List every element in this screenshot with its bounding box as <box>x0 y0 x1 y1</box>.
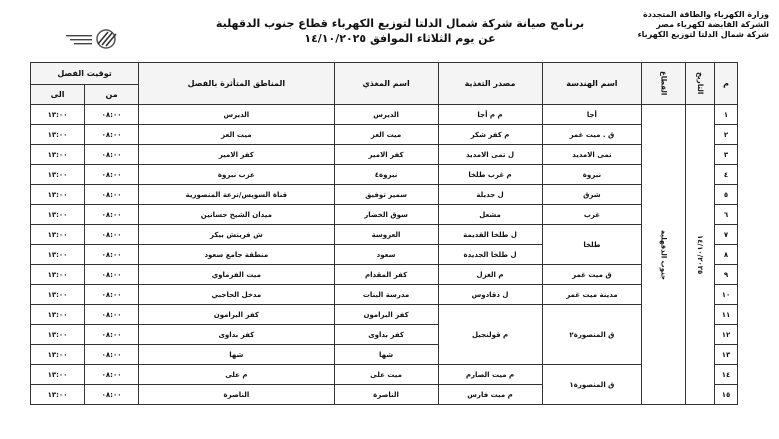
cell-from: ٠٨:٠٠ <box>85 245 139 265</box>
cell-area: ميدان الشيخ حسانين <box>139 205 334 225</box>
cell-from: ٠٨:٠٠ <box>85 265 139 285</box>
table-row <box>31 165 738 185</box>
header-sector: القطاع <box>642 63 686 105</box>
cell-to: ١٣:٠٠ <box>31 225 85 245</box>
cell-feeder: الديرس <box>334 105 438 125</box>
cell-engineering: ق المنصورة٢ <box>542 305 642 365</box>
cell-source: م كفر شكر <box>438 125 542 145</box>
cell-feeder: العروسة <box>334 225 438 245</box>
cell-feeder: كفر البرامون <box>334 305 438 325</box>
cell-area: ميت العز <box>139 125 334 145</box>
cell-area: كفر الامير <box>139 145 334 165</box>
cell-num: ١٣ <box>715 345 738 365</box>
cell-engineering: أجا <box>542 105 642 125</box>
cell-to: ١٣:٠٠ <box>31 185 85 205</box>
org-line: الشركة القابضة لكهرباء مصر <box>656 20 769 29</box>
header-from: من <box>85 85 139 105</box>
cell-to: ١٣:٠٠ <box>31 205 85 225</box>
cell-feeder: ميت العز <box>334 125 438 145</box>
header-feeder: اسم المغذي <box>334 63 438 105</box>
cell-num: ٢ <box>715 125 738 145</box>
cell-area: منطقة جامع سعود <box>139 245 334 265</box>
cell-num: ٧ <box>715 225 738 245</box>
cell-to: ١٣:٠٠ <box>31 305 85 325</box>
cell-feeder: سوق الخضار <box>334 205 438 225</box>
cell-num: ١٠ <box>715 285 738 305</box>
cell-from: ٠٨:٠٠ <box>85 325 139 345</box>
table-row <box>31 105 738 125</box>
cell-from: ٠٨:٠٠ <box>85 165 139 185</box>
cell-from: ٠٨:٠٠ <box>85 185 139 205</box>
cell-to: ١٣:٠٠ <box>31 285 85 305</box>
cell-to: ١٣:٠٠ <box>31 245 85 265</box>
title-line: برنامج صيانة شركة شمال الدلتا لتوزيع الكهرباء قطاع جنوب الدقهلية <box>215 17 585 30</box>
cell-area: الديرس <box>139 105 334 125</box>
cell-engineering: نبروة <box>542 165 642 185</box>
cell-from: ٠٨:٠٠ <box>85 345 139 365</box>
cell-area: كفر بداوى <box>139 325 334 345</box>
table-row <box>31 265 738 285</box>
cell-num: ٣ <box>715 145 738 165</box>
cell-num: ٩ <box>715 265 738 285</box>
cell-source: ل تمى الامديد <box>438 145 542 165</box>
cell-num: ١٥ <box>715 385 738 405</box>
cell-to: ١٣:٠٠ <box>31 145 85 165</box>
maintenance-table <box>30 62 738 405</box>
cell-to: ١٣:٠٠ <box>31 165 85 185</box>
org-line: وزارة الكهرباء والطاقة المتجددة <box>643 10 769 19</box>
cell-num: ٤ <box>715 165 738 185</box>
cell-num: ٥ <box>715 185 738 205</box>
table-row <box>31 285 738 305</box>
cell-source: ل طلخا الجديدة <box>438 245 542 265</box>
cell-area: كفر البرامون <box>139 305 334 325</box>
cell-engineering: تمى الامديد <box>542 145 642 165</box>
cell-from: ٠٨:٠٠ <box>85 205 139 225</box>
cell-from: ٠٨:٠٠ <box>85 305 139 325</box>
cell-engineering: ق . ميت غمر <box>542 125 642 145</box>
cell-area: شها <box>139 345 334 365</box>
cell-from: ٠٨:٠٠ <box>85 105 139 125</box>
cell-from: ٠٨:٠٠ <box>85 125 139 145</box>
cell-date: ١٤/١٠/٢٠٢٥ <box>685 105 714 405</box>
table-row <box>31 185 738 205</box>
table-row <box>31 365 738 385</box>
cell-to: ١٣:٠٠ <box>31 265 85 285</box>
cell-source: م م أجا <box>438 105 542 125</box>
cell-to: ١٣:٠٠ <box>31 385 85 405</box>
cell-feeder: كفر الامير <box>334 145 438 165</box>
cell-source: م الغزل <box>438 265 542 285</box>
cell-area: ش فريتش بيكر <box>139 225 334 245</box>
table-row <box>31 145 738 165</box>
cell-feeder: كفر المقدام <box>334 265 438 285</box>
header-time: توقيت الفصل <box>31 63 139 85</box>
cell-area: ميت الفرماوي <box>139 265 334 285</box>
cell-from: ٠٨:٠٠ <box>85 365 139 385</box>
header-date: التاريخ <box>685 63 714 105</box>
cell-source: م ميت الصارم <box>438 365 542 385</box>
cell-to: ١٣:٠٠ <box>31 325 85 345</box>
cell-area: الناصرة <box>139 385 334 405</box>
cell-num: ٨ <box>715 245 738 265</box>
cell-area: عزب نبروة <box>139 165 334 185</box>
cell-sector: جنوب الدقهلية <box>642 105 686 405</box>
cell-engineering: مدينة ميت غمر <box>542 285 642 305</box>
header-source: مصدر التغذية <box>438 63 542 105</box>
cell-from: ٠٨:٠٠ <box>85 385 139 405</box>
cell-num: ١ <box>715 105 738 125</box>
cell-engineering: غرب <box>542 205 642 225</box>
cell-area: مدخل الحاجبي <box>139 285 334 305</box>
cell-engineering: ق المنصورة١ <box>542 365 642 405</box>
title-date-line: عن يوم الثلاثاء الموافق ١٤/١٠/٢٠٢٥ <box>304 32 496 45</box>
cell-to: ١٣:٠٠ <box>31 105 85 125</box>
page-title <box>180 16 620 46</box>
org-line: شركة شمال الدلتا لتوزيع الكهرباء <box>637 30 769 39</box>
cell-feeder: الناصرة <box>334 385 438 405</box>
cell-source: ل دقادوس <box>438 285 542 305</box>
cell-to: ١٣:٠٠ <box>31 345 85 365</box>
cell-from: ٠٨:٠٠ <box>85 225 139 245</box>
cell-feeder: سمير توفيق <box>334 185 438 205</box>
cell-from: ٠٨:٠٠ <box>85 145 139 165</box>
cell-from: ٠٨:٠٠ <box>85 285 139 305</box>
cell-source: م غرب طلخا <box>438 165 542 185</box>
cell-feeder: نبروة٤ <box>334 165 438 185</box>
header-areas: المناطق المتأثرة بالفصل <box>139 63 334 105</box>
table-row <box>31 125 738 145</box>
cell-feeder: ميت على <box>334 365 438 385</box>
cell-source: ل جديلة <box>438 185 542 205</box>
cell-feeder: سعود <box>334 245 438 265</box>
table-row <box>31 305 738 325</box>
page-header <box>0 0 779 60</box>
table-row <box>31 205 738 225</box>
cell-area: م على <box>139 365 334 385</box>
cell-num: ١٢ <box>715 325 738 345</box>
cell-num: ٦ <box>715 205 738 225</box>
cell-feeder: كفر بداوى <box>334 325 438 345</box>
cell-feeder: شها <box>334 345 438 365</box>
cell-source: مشعل <box>438 205 542 225</box>
cell-to: ١٣:٠٠ <box>31 125 85 145</box>
cell-num: ١٤ <box>715 365 738 385</box>
cell-engineering: ق ميت غمر <box>542 265 642 285</box>
header-to: الى <box>31 85 85 105</box>
table-row <box>31 225 738 245</box>
cell-source: م قولنجيل <box>438 305 542 365</box>
cell-source: م ميت فارس <box>438 385 542 405</box>
cell-to: ١٣:٠٠ <box>31 365 85 385</box>
header-engineering: اسم الهندسة <box>542 63 642 105</box>
organization-block <box>638 10 769 40</box>
company-logo-icon <box>62 28 128 50</box>
cell-engineering: طلخا <box>542 225 642 265</box>
cell-feeder: مدرسة البنات <box>334 285 438 305</box>
cell-source: ل طلخا القديمة <box>438 225 542 245</box>
cell-engineering: شرق <box>542 185 642 205</box>
cell-area: قناة السويس/ترعة المنصورية <box>139 185 334 205</box>
cell-num: ١١ <box>715 305 738 325</box>
header-num: م <box>715 63 738 105</box>
